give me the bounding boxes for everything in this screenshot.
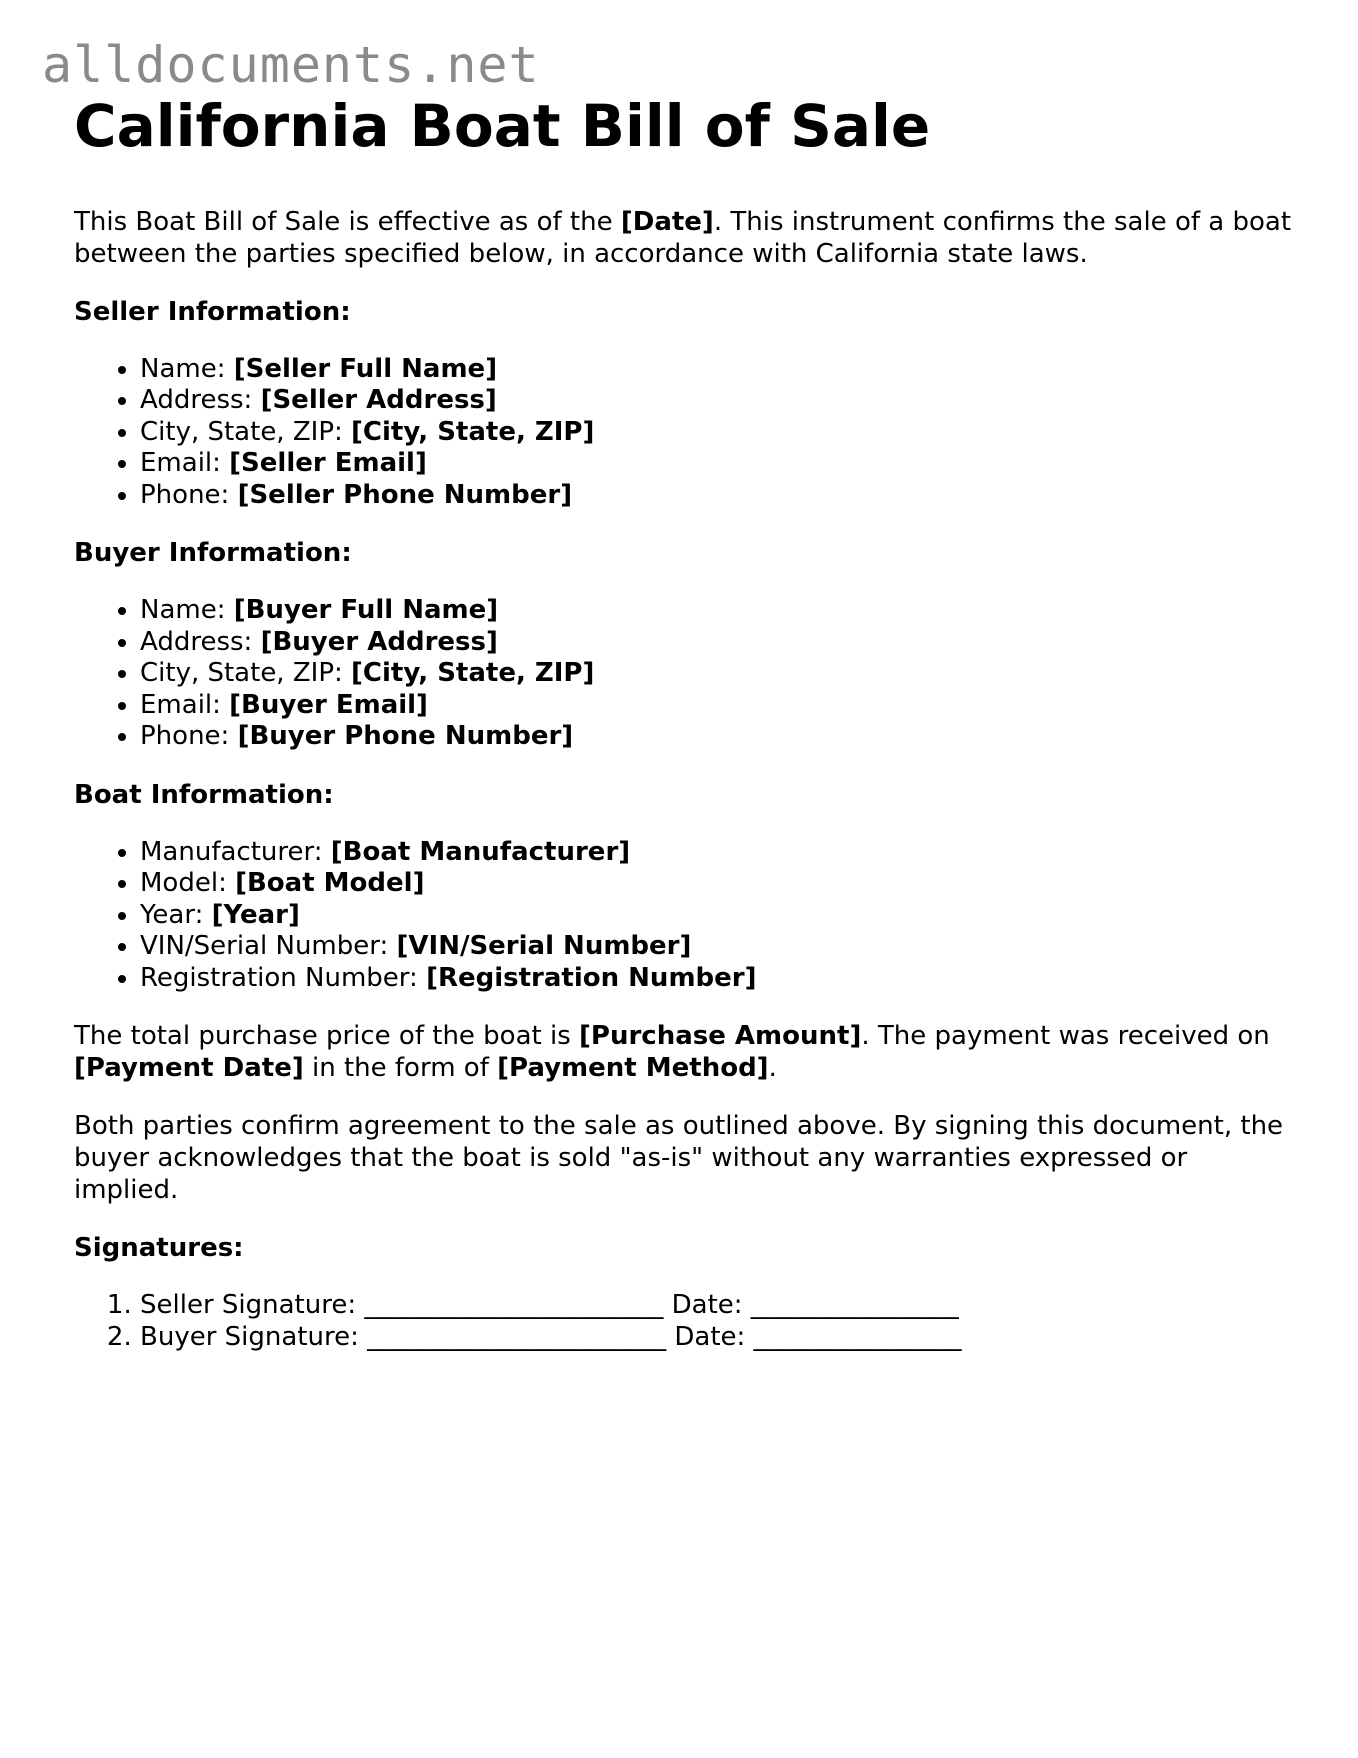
document bbox=[74, 92, 1294, 1353]
agreement-paragraph: Both parties confirm agreement to the sale as outlined above. By signing this document, the buyer acknowledges that the boat is sold "as-is" without any warranties expressed or implied. bbox=[74, 1111, 1284, 1206]
intro-text-2: . This instrument confirms the sale of a boat between the parties specified below, in accordance with California state laws. bbox=[74, 206, 1292, 269]
watermark: alldocuments.net bbox=[42, 36, 540, 94]
seller-list bbox=[74, 354, 1294, 512]
field-label: Email: bbox=[140, 689, 230, 720]
field-value: [Boat Model] bbox=[235, 868, 425, 899]
field-label: Name: bbox=[140, 353, 234, 384]
field-value: [Year] bbox=[211, 899, 300, 930]
payment-method: [Payment Method] bbox=[497, 1053, 769, 1084]
page-title: California Boat Bill of Sale bbox=[74, 92, 931, 160]
signatures-list bbox=[74, 1290, 1294, 1353]
field-value: [Buyer Full Name] bbox=[233, 595, 499, 626]
list-item bbox=[140, 963, 1294, 995]
purchase-amount: [Purchase Amount] bbox=[579, 1021, 862, 1052]
purchase-text-3: in the form of bbox=[303, 1053, 498, 1084]
field-value: [City, State, ZIP] bbox=[351, 416, 595, 447]
list-item bbox=[140, 385, 1294, 417]
field-value: [Seller Email] bbox=[229, 448, 427, 479]
list-item bbox=[140, 354, 1294, 386]
field-label: Model: bbox=[140, 868, 236, 899]
field-label: Address: bbox=[140, 626, 261, 657]
field-value: [Seller Phone Number] bbox=[237, 479, 573, 510]
field-value: [Seller Full Name] bbox=[233, 353, 498, 384]
boat-list bbox=[74, 837, 1294, 995]
field-label: Name: bbox=[140, 595, 234, 626]
signature-text: Seller Signature: _______________________ Date: ________________ bbox=[140, 1290, 959, 1321]
signatures-heading: Signatures: bbox=[74, 1233, 244, 1264]
field-value: [Buyer Email] bbox=[229, 689, 428, 720]
list-item bbox=[140, 627, 1294, 659]
intro-date: [Date] bbox=[620, 206, 714, 237]
list-item bbox=[140, 595, 1294, 627]
list-item bbox=[140, 480, 1294, 512]
buyer-heading: Buyer Information: bbox=[74, 538, 352, 569]
field-value: [City, State, ZIP] bbox=[351, 658, 595, 689]
buyer-signature-line bbox=[140, 1322, 1294, 1354]
field-value: [VIN/Serial Number] bbox=[396, 931, 692, 962]
list-item bbox=[140, 690, 1294, 722]
field-value: [Seller Address] bbox=[260, 385, 497, 416]
field-label: Year: bbox=[140, 899, 212, 930]
field-label: City, State, ZIP: bbox=[140, 658, 352, 689]
seller-signature-line bbox=[140, 1290, 1294, 1322]
field-value: [Buyer Phone Number] bbox=[237, 721, 574, 752]
list-item bbox=[140, 837, 1294, 869]
list-item bbox=[140, 448, 1294, 480]
seller-heading: Seller Information: bbox=[74, 296, 351, 327]
field-label: Manufacturer: bbox=[140, 836, 331, 867]
list-item bbox=[140, 900, 1294, 932]
intro-text-1: This Boat Bill of Sale is effective as of the bbox=[74, 206, 621, 237]
payment-date: [Payment Date] bbox=[74, 1053, 304, 1084]
list-item bbox=[140, 658, 1294, 690]
boat-heading: Boat Information: bbox=[74, 779, 334, 810]
field-label: Registration Number: bbox=[140, 962, 427, 993]
purchase-text-1: The total purchase price of the boat is bbox=[74, 1021, 580, 1052]
list-item bbox=[140, 417, 1294, 449]
buyer-list bbox=[74, 595, 1294, 753]
field-label: Address: bbox=[140, 385, 261, 416]
field-label: Phone: bbox=[140, 721, 238, 752]
purchase-paragraph bbox=[74, 1020, 1294, 1084]
purchase-text-2: . The payment was received on bbox=[861, 1021, 1270, 1052]
field-value: [Boat Manufacturer] bbox=[330, 836, 631, 867]
field-label: VIN/Serial Number: bbox=[140, 931, 397, 962]
signature-text: Buyer Signature: _______________________ Date: ________________ bbox=[140, 1321, 962, 1352]
field-label: Email: bbox=[140, 448, 230, 479]
field-value: [Buyer Address] bbox=[260, 626, 498, 657]
list-item bbox=[140, 931, 1294, 963]
field-label: City, State, ZIP: bbox=[140, 416, 352, 447]
intro-paragraph bbox=[74, 206, 1294, 270]
list-item bbox=[140, 868, 1294, 900]
field-value: [Registration Number] bbox=[426, 962, 757, 993]
list-item bbox=[140, 721, 1294, 753]
field-label: Phone: bbox=[140, 479, 238, 510]
purchase-text-4: . bbox=[768, 1053, 777, 1084]
